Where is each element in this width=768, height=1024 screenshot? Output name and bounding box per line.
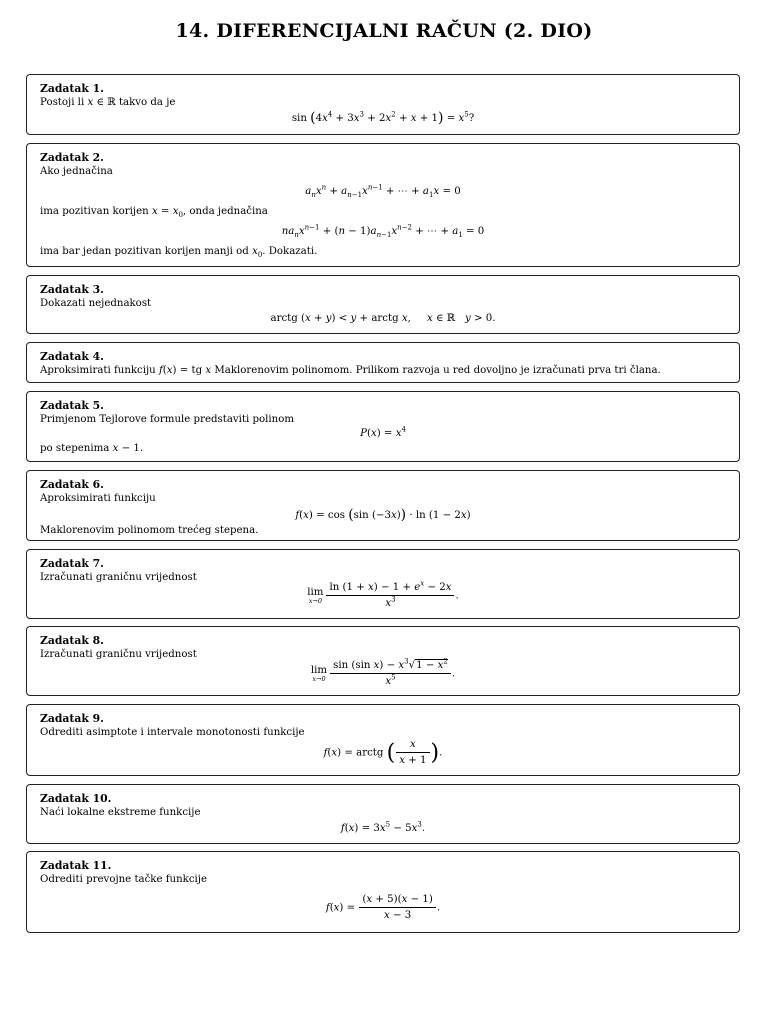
task-heading: Zadatak 11. <box>40 859 112 872</box>
task-text: Odrediti asimptote i intervale monotonosti funkcije <box>40 727 305 738</box>
task-text: Postoji li x ∈ ℝ takvo da je <box>40 97 176 108</box>
task-formula: $\sin (4x^4 + 3x^3 + 2x^2 + x + 1) = x^5$? <box>291 110 475 126</box>
task-heading: Zadatak 7. <box>40 557 104 570</box>
task-8 <box>26 626 740 696</box>
task-heading: Zadatak 4. <box>40 350 104 363</box>
task-text: Izračunati graničnu vrijednost <box>40 649 197 660</box>
task-10 <box>26 784 740 844</box>
task-heading: Zadatak 1. <box>40 82 104 95</box>
task-formula: arctg (x + y) < y + arctg x, x ∈ ℝ y > 0. <box>270 313 496 324</box>
task-formula: $f(x) = 3x^5 - 5x^3$. <box>340 820 426 834</box>
task-4 <box>26 342 740 383</box>
task-heading: Zadatak 9. <box>40 712 104 725</box>
task-formula: f(x) = arctg ( $\frac{x}{x + 1}$ ). <box>323 739 443 766</box>
task-formula: $P(x) = x^4$ <box>360 425 406 439</box>
task-text: Naći lokalne ekstreme funkcije <box>40 807 201 818</box>
task-text: Dokazati nejednakost <box>40 298 152 309</box>
task-text: ima bar jedan pozitivan korijen manji od $x_0$. Dokazati. <box>40 246 318 260</box>
task-formula: f(x) = $\frac{(x + 5)(x - 1)}{x - 3}$ . <box>325 894 441 921</box>
task-11 <box>26 851 740 933</box>
task-5 <box>26 391 740 462</box>
task-3 <box>26 275 740 334</box>
task-heading: Zadatak 8. <box>40 634 104 647</box>
page-title: 14. DIFERENCIJALNI RAČUN (2. DIO) <box>175 20 593 42</box>
task-formula: $a_nx^n + a_{n-1}x^{n-1}$ + ⋯ + $a_1x = 0$ <box>305 183 461 200</box>
task-2 <box>26 143 740 267</box>
task-formula: f(x) = cos (sin (−3x)) · ln (1 − 2x) <box>295 507 471 523</box>
task-text: Aproksimirati funkciju f(x) = tg x Maklorenovim polinomom. Prilikom razvoja u red dovoljno je izračunati prva tri člana. <box>40 365 661 376</box>
task-7 <box>26 549 740 619</box>
task-formula: lim x→0 $\frac{\sin (\sin x) - x^3√1 - x^2}{x^5}$ . <box>310 657 456 687</box>
task-text: Izračunati graničnu vrijednost <box>40 572 197 583</box>
task-text: Aproksimirati funkciju <box>40 493 156 504</box>
task-text: ima pozitivan korijen $x = x_0$, onda jednačina <box>40 206 268 220</box>
task-heading: Zadatak 3. <box>40 283 104 296</box>
task-6 <box>26 470 740 541</box>
task-heading: Zadatak 10. <box>40 792 112 805</box>
task-text: Odrediti prevojne tačke funkcije <box>40 874 207 885</box>
task-heading: Zadatak 2. <box>40 151 104 164</box>
task-formula: $na_nx^{n-1} + (n - 1)a_{n-1}x^{n-2}$ + ⋯ + $a_1 = 0$ <box>281 223 485 240</box>
task-heading: Zadatak 5. <box>40 399 104 412</box>
task-formula: lim x→0 $\frac{\ln (1 + x) - 1 + e^x - 2x}{x^3}$ . <box>307 579 459 609</box>
task-1 <box>26 74 740 135</box>
task-text: po stepenima x − 1. <box>40 443 144 454</box>
task-9 <box>26 704 740 776</box>
task-text: Maklorenovim polinomom trećeg stepena. <box>40 525 259 536</box>
task-heading: Zadatak 6. <box>40 478 104 491</box>
task-text: Ako jednačina <box>40 166 113 177</box>
task-text: Primjenom Tejlorove formule predstaviti polinom <box>40 414 295 425</box>
